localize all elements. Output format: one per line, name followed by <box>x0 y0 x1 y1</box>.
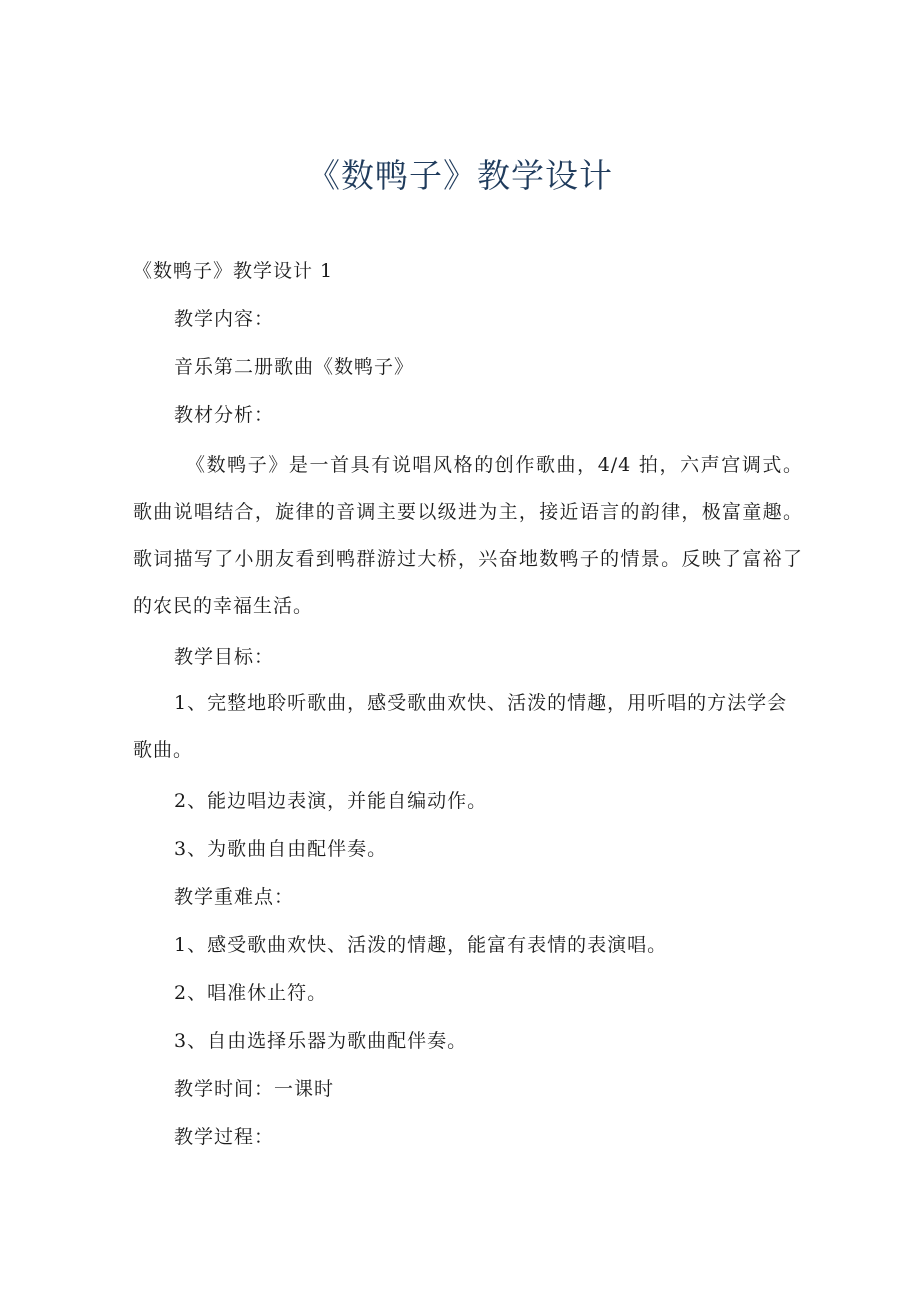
teaching-time: 教学时间：一课时 <box>174 1078 335 1100</box>
key-points-label: 教学重难点： <box>174 886 295 908</box>
teaching-content-label: 教学内容： <box>174 308 275 330</box>
objective-1: 1、完整地聆听歌曲，感受歌曲欢快、活泼的情趣，用听唱的方法学会歌曲。 <box>133 692 788 761</box>
section-heading: 《数鸭子》教学设计 1 <box>133 260 334 282</box>
key-point-2: 2、唱准休止符。 <box>174 982 328 1004</box>
teaching-process-label: 教学过程： <box>174 1126 275 1148</box>
objective-2: 2、能边唱边表演，并能自编动作。 <box>174 790 488 812</box>
objectives-label: 教学目标： <box>174 646 275 668</box>
key-point-3: 3、自由选择乐器为歌曲配伴奏。 <box>174 1030 468 1052</box>
document-title: 《数鸭子》教学设计 <box>307 156 613 195</box>
objective-3: 3、为歌曲自由配伴奏。 <box>174 838 388 860</box>
material-analysis-label: 教材分析： <box>174 404 275 426</box>
teaching-content-text: 音乐第二册歌曲《数鸭子》 <box>174 356 415 378</box>
material-analysis-text: 《数鸭子》是一首具有说唱风格的创作歌曲，4/4 拍，六声宫调式。歌曲说唱结合，旋律的音调主要以级进为主，接近语言的韵律，极富童趣。歌词描写了小朋友看到鸭群游过大桥，兴奋地数鸭子的情景。反映了富裕了的农民的幸福生活。 <box>133 454 803 617</box>
key-point-1: 1、感受歌曲欢快、活泼的情趣，能富有表情的表演唱。 <box>174 934 668 956</box>
